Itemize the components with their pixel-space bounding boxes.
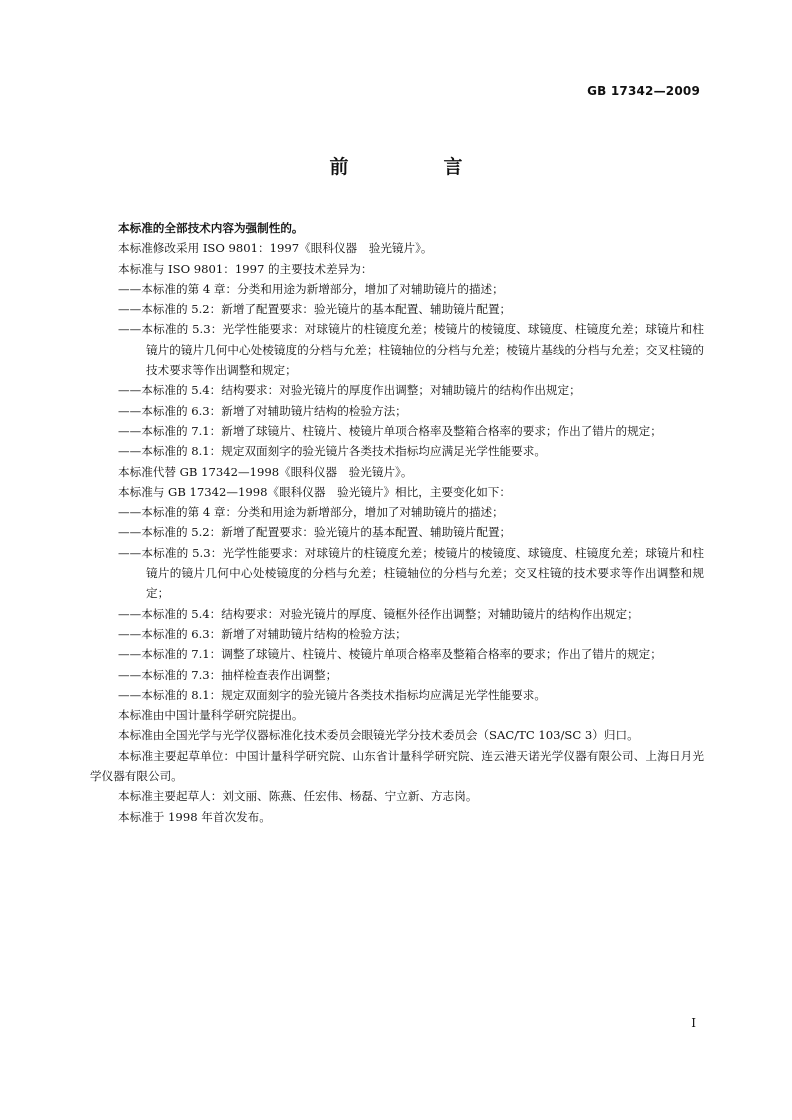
paragraph: 本标准代替 GB 17342—1998《眼科仪器 验光镜片》。 [118, 464, 413, 479]
dash-item: ——本标准的第 4 章：分类和用途为新增部分，增加了对辅助镜片的描述； [118, 505, 504, 520]
dash-item: ——本标准的 5.2：新增了配置要求：验光镜片的基本配置、辅助镜片配置； [118, 302, 512, 317]
dash-item: ——本标准的 7.3：抽样检查表作出调整； [118, 667, 338, 682]
paragraph: 本标准的全部技术内容为强制性的。 [118, 221, 304, 235]
standard-code: GB 17342—2009 [587, 84, 700, 98]
dash-item: ——本标准的 6.3：新增了对辅助镜片结构的检验方法； [118, 403, 407, 418]
page-title: 前 言 [329, 156, 501, 178]
dash-item: ——本标准的 7.1：新增了球镜片、柱镜片、棱镜片单项合格率及整箱合格率的要求；作出了错片的规定； [118, 423, 662, 438]
dash-item: ——本标准的 5.3：光学性能要求：对球镜片的柱镜度允差；棱镜片的棱镜度、球镜度、柱镜度允差；球镜片和柱镜片的镜片几何中心处棱镜度的分档与允差；柱镜轴位的分档与允差；棱镜片基线的分档与允差；交叉柱镜的技术要求等作出调整和规定； [118, 322, 704, 378]
dash-item: ——本标准的 6.3：新增了对辅助镜片结构的检验方法； [118, 626, 407, 641]
dash-item: ——本标准的第 4 章：分类和用途为新增部分，增加了对辅助镜片的描述； [118, 281, 504, 296]
paragraph: 本标准由全国光学与光学仪器标准化技术委员会眼镜光学分技术委员会（SAC/TC 103/SC 3）归口。 [118, 728, 639, 743]
dash-item: ——本标准的 5.4：结构要求：对验光镜片的厚度、镜框外径作出调整；对辅助镜片的结构作出规定； [118, 606, 639, 621]
paragraph: 本标准与 GB 17342—1998《眼科仪器 验光镜片》相比，主要变化如下： [118, 484, 511, 499]
dash-item: ——本标准的 7.1：调整了球镜片、柱镜片、棱镜片单项合格率及整箱合格率的要求；作出了错片的规定； [118, 647, 662, 662]
paragraph: 本标准由中国计量科学研究院提出。 [118, 708, 304, 723]
paragraph: 本标准主要起草单位：中国计量科学研究院、山东省计量科学研究院、连云港天诺光学仪器有限公司、上海日月光学仪器有限公司。 [90, 748, 704, 784]
paragraph: 本标准于 1998 年首次发布。 [118, 809, 271, 824]
dash-item: ——本标准的 5.3：光学性能要求：对球镜片的柱镜度允差；棱镜片的棱镜度、球镜度、柱镜度允差；球镜片和柱镜片的镜片几何中心处棱镜度的分档与允差；柱镜轴位的分档与允差；交叉柱镜的技术要求等作出调整和规定； [118, 545, 704, 601]
page-number: I [691, 1016, 696, 1030]
paragraph: 本标准与 ISO 9801：1997 的主要技术差异为： [118, 261, 373, 276]
dash-item: ——本标准的 8.1：规定双面刻字的验光镜片各类技术指标均应满足光学性能要求。 [118, 687, 546, 702]
foreword-body [90, 218, 704, 827]
dash-item: ——本标准的 5.4：结构要求：对验光镜片的厚度作出调整；对辅助镜片的结构作出规定； [118, 383, 581, 398]
paragraph: 本标准主要起草人：刘文丽、陈燕、任宏伟、杨磊、宁立新、方志岗。 [118, 789, 478, 804]
paragraph: 本标准修改采用 ISO 9801：1997《眼科仪器 验光镜片》。 [118, 241, 433, 256]
dash-item: ——本标准的 5.2：新增了配置要求：验光镜片的基本配置、辅助镜片配置； [118, 525, 512, 540]
dash-item: ——本标准的 8.1：规定双面刻字的验光镜片各类技术指标均应满足光学性能要求。 [118, 444, 546, 459]
